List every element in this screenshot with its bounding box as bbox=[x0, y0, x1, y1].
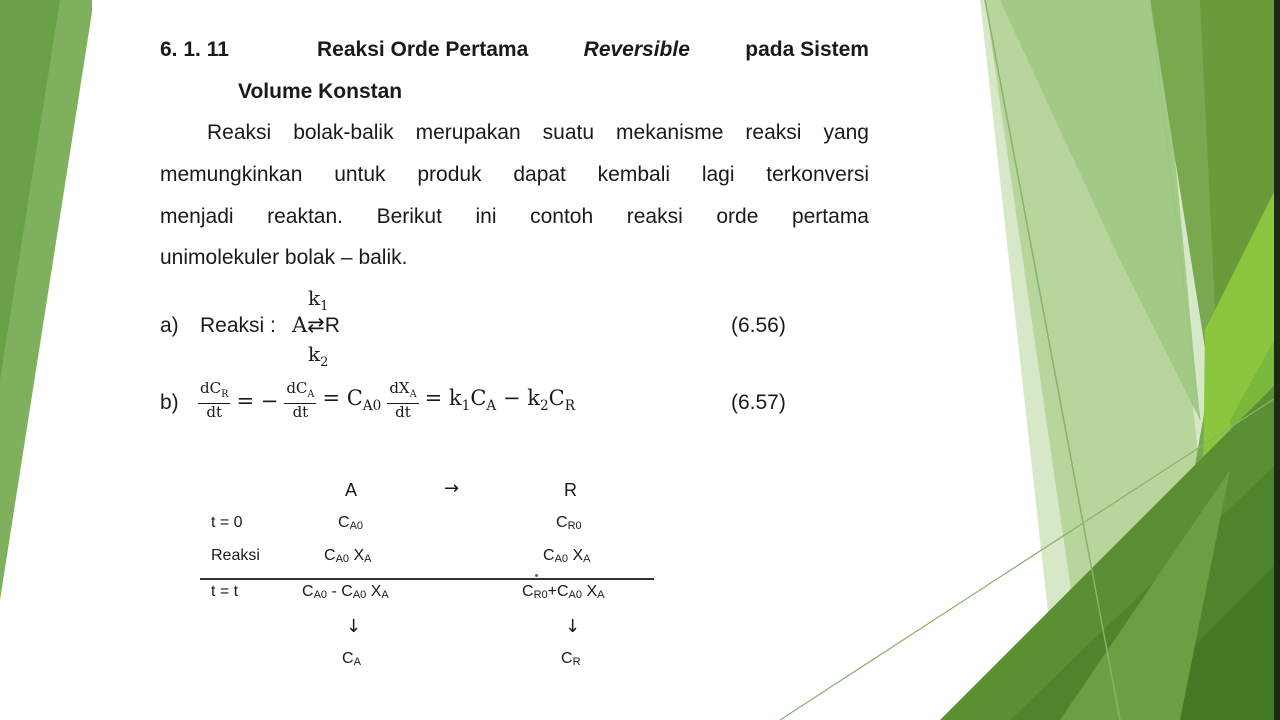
result-cr-sub: R bbox=[572, 656, 581, 668]
down-arrow-a-icon: ↓ bbox=[346, 616, 362, 637]
section-title-italic: Reversible bbox=[583, 38, 690, 61]
row1-r-c: C bbox=[556, 514, 568, 531]
row1-r-sub: R0 bbox=[567, 520, 582, 532]
frac1-numerator: dC bbox=[200, 379, 222, 397]
red-dot-mark bbox=[535, 574, 538, 577]
row2-r-sub: A0 bbox=[554, 553, 569, 565]
reversible-arrow-icon: ⇄ bbox=[307, 313, 325, 337]
row3-a-c2: - C bbox=[327, 583, 353, 600]
down-arrow-r-icon: ↓ bbox=[565, 616, 581, 637]
row2-r-x-sub: A bbox=[583, 553, 591, 565]
eq-a-label: a) bbox=[160, 314, 179, 337]
eq-b-number: (6.57) bbox=[731, 391, 786, 414]
rate-constant-k1 bbox=[308, 286, 328, 314]
row2-a-sub: A0 bbox=[335, 553, 350, 565]
k2-symbol: k bbox=[308, 342, 321, 366]
row1-label: t = 0 bbox=[211, 514, 243, 531]
row3-r-c2-sub: A0 bbox=[568, 589, 582, 601]
result-cr bbox=[561, 650, 581, 668]
frac3-denominator: dt bbox=[395, 403, 411, 421]
row3-a-x: X bbox=[366, 583, 382, 600]
eq-a-text: Reaksi : bbox=[200, 314, 276, 337]
paragraph-line-4: unimolekuler bolak – balik. bbox=[160, 246, 408, 269]
row1-a-sub: A0 bbox=[349, 520, 364, 532]
row2-a-value bbox=[324, 547, 372, 565]
row1-a-value bbox=[338, 514, 363, 532]
frac2-denominator: dt bbox=[292, 403, 309, 421]
equals-c: = C bbox=[322, 386, 363, 411]
minus-k: − k bbox=[496, 386, 540, 411]
fraction-dxa-dt bbox=[387, 380, 418, 421]
row3-r-c1-sub: R0 bbox=[533, 589, 548, 601]
frac2-numerator: dC bbox=[286, 379, 308, 397]
result-ca-sub: A bbox=[353, 656, 361, 668]
eq-b-label: b) bbox=[160, 391, 179, 414]
ca-symbol: C bbox=[470, 386, 487, 411]
row3-a-c1: C bbox=[302, 583, 314, 600]
ca0-term bbox=[322, 386, 381, 414]
rate-rhs bbox=[425, 386, 575, 414]
paragraph-line-2: memungkinkan untuk produk dapat kembali lagi terkonversi bbox=[160, 163, 869, 186]
reactant-a: A bbox=[292, 313, 308, 337]
row3-a-x-sub: A bbox=[381, 589, 389, 601]
cr-sub: R bbox=[564, 398, 575, 415]
frac1-numerator-sub: R bbox=[221, 389, 229, 400]
k2-sub: 2 bbox=[539, 398, 549, 415]
frac3-numerator: dX bbox=[389, 379, 410, 397]
k1-sub: 1 bbox=[461, 398, 471, 415]
equals-k: = k bbox=[424, 386, 462, 411]
row3-a-c2-sub: A0 bbox=[352, 589, 367, 601]
row3-r-c1: C bbox=[522, 583, 534, 600]
table-header-arrow-icon: → bbox=[444, 478, 460, 499]
row2-r-value bbox=[543, 547, 591, 565]
section-number: 6. 1. 11 bbox=[160, 38, 229, 61]
table-header-a: A bbox=[345, 480, 358, 500]
row2-a-c: C bbox=[324, 547, 336, 564]
row2-r-x: X bbox=[568, 547, 584, 564]
frac1-denominator: dt bbox=[206, 403, 223, 421]
section-title-line2: Volume Konstan bbox=[238, 80, 403, 103]
rate-constant-k2 bbox=[308, 342, 328, 370]
table-header-r: R bbox=[564, 480, 577, 500]
result-ca-c: C bbox=[342, 650, 354, 667]
frac2-numerator-sub: A bbox=[307, 389, 315, 400]
cr-symbol: C bbox=[548, 386, 565, 411]
k1-subscript: 1 bbox=[320, 299, 329, 314]
row3-label: t = t bbox=[211, 583, 239, 600]
result-cr-c: C bbox=[561, 650, 573, 667]
product-r: R bbox=[324, 314, 340, 337]
table-divider-line bbox=[200, 578, 654, 580]
k1-symbol: k bbox=[308, 286, 321, 310]
paragraph-line-3: menjadi reaktan. Berikut ini contoh reaksi orde pertama bbox=[160, 205, 869, 228]
row3-r-value bbox=[522, 583, 604, 601]
ca-sub: A bbox=[486, 398, 497, 415]
row2-a-x-sub: A bbox=[364, 553, 372, 565]
section-title-part2: pada Sistem bbox=[739, 38, 869, 61]
row1-a-c: C bbox=[338, 514, 350, 531]
row2-label: Reaksi bbox=[211, 547, 260, 564]
row3-r-c2: +C bbox=[547, 583, 569, 600]
fraction-dcr-dt bbox=[198, 380, 230, 421]
fraction-dca-dt bbox=[284, 380, 316, 421]
row3-r-x-sub: A bbox=[597, 589, 605, 601]
equals-minus: = − bbox=[236, 388, 279, 413]
section-title bbox=[317, 38, 869, 62]
eq-a-number: (6.56) bbox=[731, 314, 786, 337]
k2-subscript: 2 bbox=[320, 355, 329, 370]
frac3-numerator-sub: A bbox=[409, 389, 417, 400]
ca0-sub: A0 bbox=[362, 398, 382, 415]
row3-a-value bbox=[302, 583, 389, 601]
row3-a-c1-sub: A0 bbox=[313, 589, 328, 601]
row2-r-c: C bbox=[543, 547, 555, 564]
row2-a-x: X bbox=[349, 547, 365, 564]
paragraph-line-1: Reaksi bolak-balik merupakan suatu mekanisme reaksi yang bbox=[207, 121, 869, 144]
row1-r-value bbox=[556, 514, 582, 532]
eq-a-reaction bbox=[292, 313, 340, 338]
section-title-part1: Reaksi Orde Pertama bbox=[317, 38, 535, 61]
row3-r-x: X bbox=[582, 583, 598, 600]
result-ca bbox=[342, 650, 361, 668]
eq-b-expression bbox=[198, 380, 575, 421]
